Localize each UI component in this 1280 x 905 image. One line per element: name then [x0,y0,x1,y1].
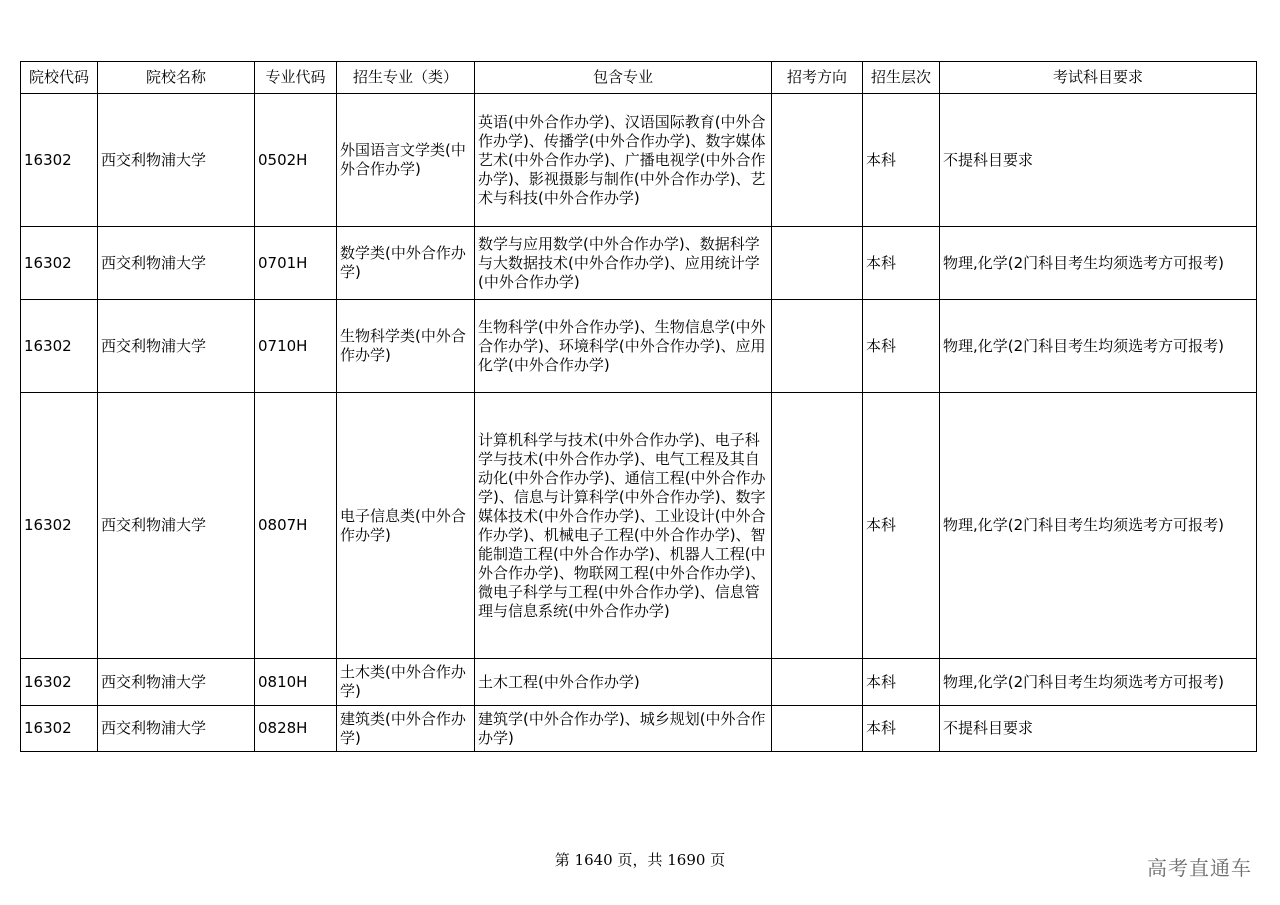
cell-requirement: 物理,化学(2门科目考生均须选考方可报考) [940,659,1257,706]
cell-requirement: 物理,化学(2门科目考生均须选考方可报考) [940,227,1257,300]
cell-level: 本科 [863,94,940,227]
cell-requirement: 物理,化学(2门科目考生均须选考方可报考) [940,300,1257,393]
header-major: 招生专业（类） [337,62,475,94]
cell-school-name: 西交利物浦大学 [98,706,255,752]
table-row [21,94,1257,227]
cell-level: 本科 [863,659,940,706]
admissions-table [20,61,1257,752]
cell-school-code: 16302 [21,706,98,752]
cell-requirement: 不提科目要求 [940,706,1257,752]
cell-school-name: 西交利物浦大学 [98,659,255,706]
cell-major: 土木类(中外合作办学) [337,659,475,706]
cell-includes: 生物科学(中外合作办学)、生物信息学(中外合作办学)、环境科学(中外合作办学)、应用化学(中外合作办学) [475,300,772,393]
cell-includes: 建筑学(中外合作办学)、城乡规划(中外合作办学) [475,706,772,752]
cell-level: 本科 [863,393,940,659]
cell-includes: 土木工程(中外合作办学) [475,659,772,706]
cell-school-code: 16302 [21,227,98,300]
watermark-text: 高考直通车 [1147,856,1252,880]
cell-major-code: 0810H [255,659,337,706]
cell-includes: 数学与应用数学(中外合作办学)、数据科学与大数据技术(中外合作办学)、应用统计学(中外合作办学) [475,227,772,300]
header-school-code: 院校代码 [21,62,98,94]
header-row [21,62,1257,94]
table-row [21,659,1257,706]
cell-major-code: 0701H [255,227,337,300]
cell-school-name: 西交利物浦大学 [98,94,255,227]
cell-direction [772,227,863,300]
cell-level: 本科 [863,227,940,300]
cell-major: 电子信息类(中外合作办学) [337,393,475,659]
cell-direction [772,393,863,659]
cell-major: 生物科学类(中外合作办学) [337,300,475,393]
cell-major: 建筑类(中外合作办学) [337,706,475,752]
cell-school-code: 16302 [21,393,98,659]
cell-level: 本科 [863,300,940,393]
cell-major-code: 0807H [255,393,337,659]
cell-school-code: 16302 [21,300,98,393]
cell-school-name: 西交利物浦大学 [98,393,255,659]
header-school-name: 院校名称 [98,62,255,94]
cell-major-code: 0828H [255,706,337,752]
cell-direction [772,94,863,227]
header-level: 招生层次 [863,62,940,94]
cell-school-code: 16302 [21,659,98,706]
cell-school-name: 西交利物浦大学 [98,300,255,393]
header-includes: 包含专业 [475,62,772,94]
cell-major: 外国语言文学类(中外合作办学) [337,94,475,227]
page-number-footer: 第 1640 页，共 1690 页 [554,851,726,869]
cell-major-code: 0502H [255,94,337,227]
cell-level: 本科 [863,706,940,752]
cell-requirement: 不提科目要求 [940,94,1257,227]
table-row [21,300,1257,393]
cell-school-code: 16302 [21,94,98,227]
cell-major: 数学类(中外合作办学) [337,227,475,300]
cell-direction [772,659,863,706]
table-row [21,706,1257,752]
table-row [21,393,1257,659]
cell-requirement: 物理,化学(2门科目考生均须选考方可报考) [940,393,1257,659]
table-row [21,227,1257,300]
cell-includes: 英语(中外合作办学)、汉语国际教育(中外合作办学)、传播学(中外合作办学)、数字媒体艺术(中外合作办学)、广播电视学(中外合作办学)、影视摄影与制作(中外合作办学)、艺术与科技(中外合作办学) [475,94,772,227]
header-requirement: 考试科目要求 [940,62,1257,94]
cell-direction [772,300,863,393]
cell-direction [772,706,863,752]
cell-school-name: 西交利物浦大学 [98,227,255,300]
header-direction: 招考方向 [772,62,863,94]
cell-major-code: 0710H [255,300,337,393]
cell-includes: 计算机科学与技术(中外合作办学)、电子科学与技术(中外合作办学)、电气工程及其自动化(中外合作办学)、通信工程(中外合作办学)、信息与计算科学(中外合作办学)、数字媒体技术(中外合作办学)、工业设计(中外合作办学)、机械电子工程(中外合作办学)、智能制造工程(中外合作办学)、机器人工程(中外合作办学)、物联网工程(中外合作办学)、微电子科学与工程(中外合作办学)、信息管理与信息系统(中外合作办学) [475,393,772,659]
header-major-code: 专业代码 [255,62,337,94]
